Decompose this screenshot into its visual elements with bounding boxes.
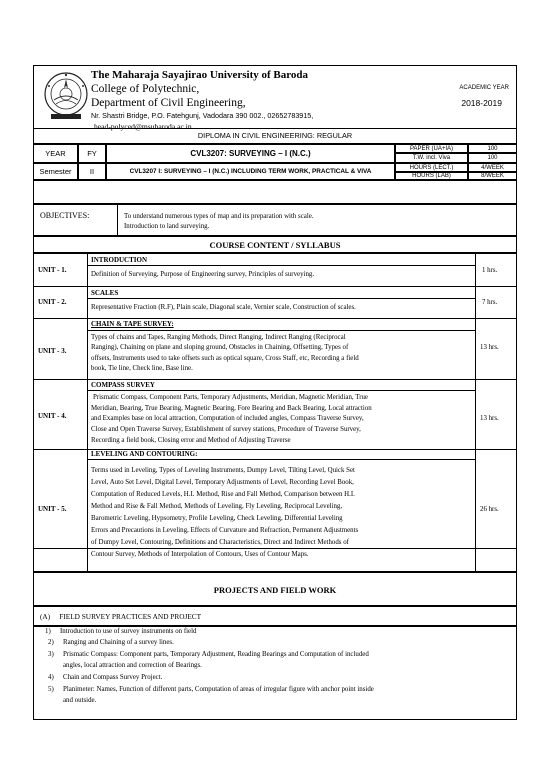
unit-content: Definition of Surveying, Purpose of Engineering survey, Principles of surveying.	[91, 271, 315, 278]
unit-label: UNIT - 2.	[38, 298, 67, 306]
hours-lab-label: HOURS (LAB)	[395, 172, 468, 180]
address: Nr. Shastri Bridge, P.O. Fatehgunj, Vadodara 390 002., 02652783915,	[91, 111, 314, 120]
unit-title: LEVELING AND CONTOURING:	[91, 450, 198, 458]
field-item: Prismatic Compass: Component parts, Temporary Adjustment, Reading Bearings and Computation of included	[63, 651, 369, 658]
objective-line: Introduction to land surveying.	[124, 223, 210, 230]
header-block	[33, 65, 517, 129]
unit-content: book, Tie line, Check line, Base line.	[91, 365, 193, 372]
unit-label: UNIT - 3.	[38, 347, 67, 355]
unit-content: Types of chains and Tapes, Ranging Methods, Direct Ranging, Indirect Ranging (Reciprocal	[91, 334, 346, 341]
unit-title: SCALES	[91, 289, 119, 297]
spacer-row	[33, 180, 517, 204]
semester-value: II	[78, 163, 106, 180]
university-name: The Maharaja Sayajirao University of Baroda	[91, 69, 309, 81]
title-underline	[87, 298, 475, 299]
field-item-num: 4)	[48, 674, 54, 681]
unit-content: Meridian, Bearing, True Bearing, Magnetic Bearing, Fore Bearing and Back Bearing, Local attraction	[91, 405, 372, 412]
course-code: CVL3207: SURVEYING – I (N.C.)	[106, 144, 395, 163]
unit-content: Errors and Precautions in Leveling, Effects of Curvature and Refraction, Permanent Adjustments	[91, 527, 359, 534]
academic-year-label: ACADEMIC YEAR	[459, 85, 509, 91]
email: head-polyced@msubaroda.ac.in	[94, 122, 192, 131]
unit-label: UNIT - 4.	[38, 412, 67, 420]
field-section-heading: (A) FIELD SURVEY PRACTICES AND PROJECT	[33, 606, 517, 626]
unit-content: Close and Open Traverse Survey, Establishment of survey stations, Procedure of Traverse Survey,	[91, 426, 361, 433]
projects-title: PROJECTS AND FIELD WORK	[33, 572, 517, 606]
field-item: Planimeter: Names, Function of different parts, Computation of areas of irregular figure with anchor point inside	[63, 686, 374, 693]
semester-label: Semester	[33, 163, 78, 180]
unit-label: UNIT - 1.	[38, 266, 67, 274]
unit-col-divider	[87, 549, 88, 572]
row-divider	[33, 286, 517, 287]
field-item-num: 3)	[48, 651, 54, 658]
unit-content: Ranging), Chaining on plane and sloping ground, Obstacles in Chaining, Offsetting, Types of	[91, 344, 349, 351]
unit5-tail	[33, 549, 517, 572]
paper-label: PAPER (UA+IA)	[395, 144, 468, 153]
unit-content: Contour Survey, Methods of Interpolation of Contours, Uses of Contour Maps.	[91, 551, 309, 558]
college-name: College of Polytechnic,	[91, 83, 200, 95]
unit-hours: 13 hrs.	[480, 344, 499, 351]
unit-hours: 7 hrs.	[482, 299, 498, 306]
tw-label: T.W. incl. Viva	[395, 153, 468, 163]
field-item-num: 2)	[48, 639, 54, 646]
objectives-label: OBJECTIVES:	[33, 204, 118, 236]
course-full-title: CVL3207 I: SURVEYING – I (N.C.) INCLUDING TERM WORK, PRACTICAL & VIVA	[106, 163, 395, 180]
unit-hours: 1 hrs.	[482, 267, 498, 274]
field-item-num: 1)	[45, 628, 51, 635]
row-divider	[33, 318, 517, 319]
hours-lect-value: 4/WEEK	[468, 163, 517, 172]
unit-content: and Examples base on local attraction, Computation of included angles, Compass Traverse Survey,	[91, 415, 364, 422]
unit-content: Representative Fraction (R.F), Plain scale, Diagonal scale, Vernier scale, Construction of scales.	[91, 304, 356, 311]
unit-title: INTRODUCTION	[91, 256, 148, 264]
field-item-num: 5)	[48, 686, 54, 693]
year-value: FY	[78, 144, 106, 163]
unit-content: Barometric Leveling, Hypsometry, Profile Leveling, Check Leveling, Differential Leveling	[91, 515, 343, 522]
tw-value: 100	[468, 153, 517, 163]
paper-value: 100	[468, 144, 517, 153]
unit-content: Method and Rise & Fall Method, Methods of Leveling, Fly Leveling, Reciprocal Leveling,	[91, 503, 343, 510]
row-divider	[33, 379, 517, 380]
unit-content: Prismatic Compass, Component Parts, Temporary Adjustments, Meridian, Magnetic Meridian, True	[93, 394, 368, 401]
hours-col-divider	[475, 549, 476, 572]
hours-col-divider	[475, 253, 476, 549]
field-item: Ranging and Chaining of a survey lines.	[63, 639, 174, 646]
unit-hours: 13 hrs.	[480, 415, 499, 422]
unit-title: CHAIN & TAPE SURVEY:	[91, 320, 174, 328]
unit-content: Level, Auto Set Level, Digital Level, Temporary Adjustments of Level, Recording Level Book,	[91, 479, 354, 486]
academic-year: 2018-2019	[461, 98, 502, 108]
hours-lect-label: HOURS (LECT.)	[395, 163, 468, 172]
unit-title: COMPASS SURVEY	[91, 381, 155, 389]
unit-content: of Dumpy Level, Contouring, Definitions and Characteristics, Direct and Indirect Methods of	[91, 539, 349, 546]
unit-content: Recording a field book, Closing error and Method of Adjusting Traverse	[91, 437, 291, 444]
field-item: Introduction to use of survey instruments on field	[60, 628, 197, 635]
department-name: Department of Civil Engineering,	[91, 97, 246, 109]
field-item: angles, local attraction and correction of Bearings.	[63, 662, 202, 669]
hours-lab-value: 8/WEEK	[468, 172, 517, 180]
title-underline	[87, 459, 475, 460]
unit-hours: 26 hrs.	[480, 506, 499, 513]
syllabus-title: COURSE CONTENT / SYLLABUS	[33, 236, 517, 253]
unit-content: Computation of Reduced Levels, H.I. Method, Rise and Fall Method, Comparison between H.I.	[91, 491, 355, 498]
unit-content: offsets, Instruments used to take offsets such as optical square, Cross Staff, etc, Recording a field	[91, 355, 359, 362]
diploma-title: DIPLOMA IN CIVIL ENGINEERING: REGULAR	[33, 129, 517, 144]
field-item: Chain and Compass Survey Project.	[63, 674, 163, 681]
unit-label: UNIT - 5.	[38, 505, 67, 513]
title-underline	[87, 265, 475, 266]
year-label: YEAR	[33, 144, 78, 163]
unit-content: Terms used in Leveling, Types of Leveling Instruments, Dumpy Level, Tilting Level, Quick Set	[91, 467, 355, 474]
field-item: and outside.	[63, 697, 97, 704]
objective-line: To understand numerous types of map and its preparation with scale.	[124, 213, 314, 220]
title-underline	[87, 330, 475, 331]
title-underline	[87, 390, 475, 391]
university-logo-icon	[40, 70, 92, 122]
